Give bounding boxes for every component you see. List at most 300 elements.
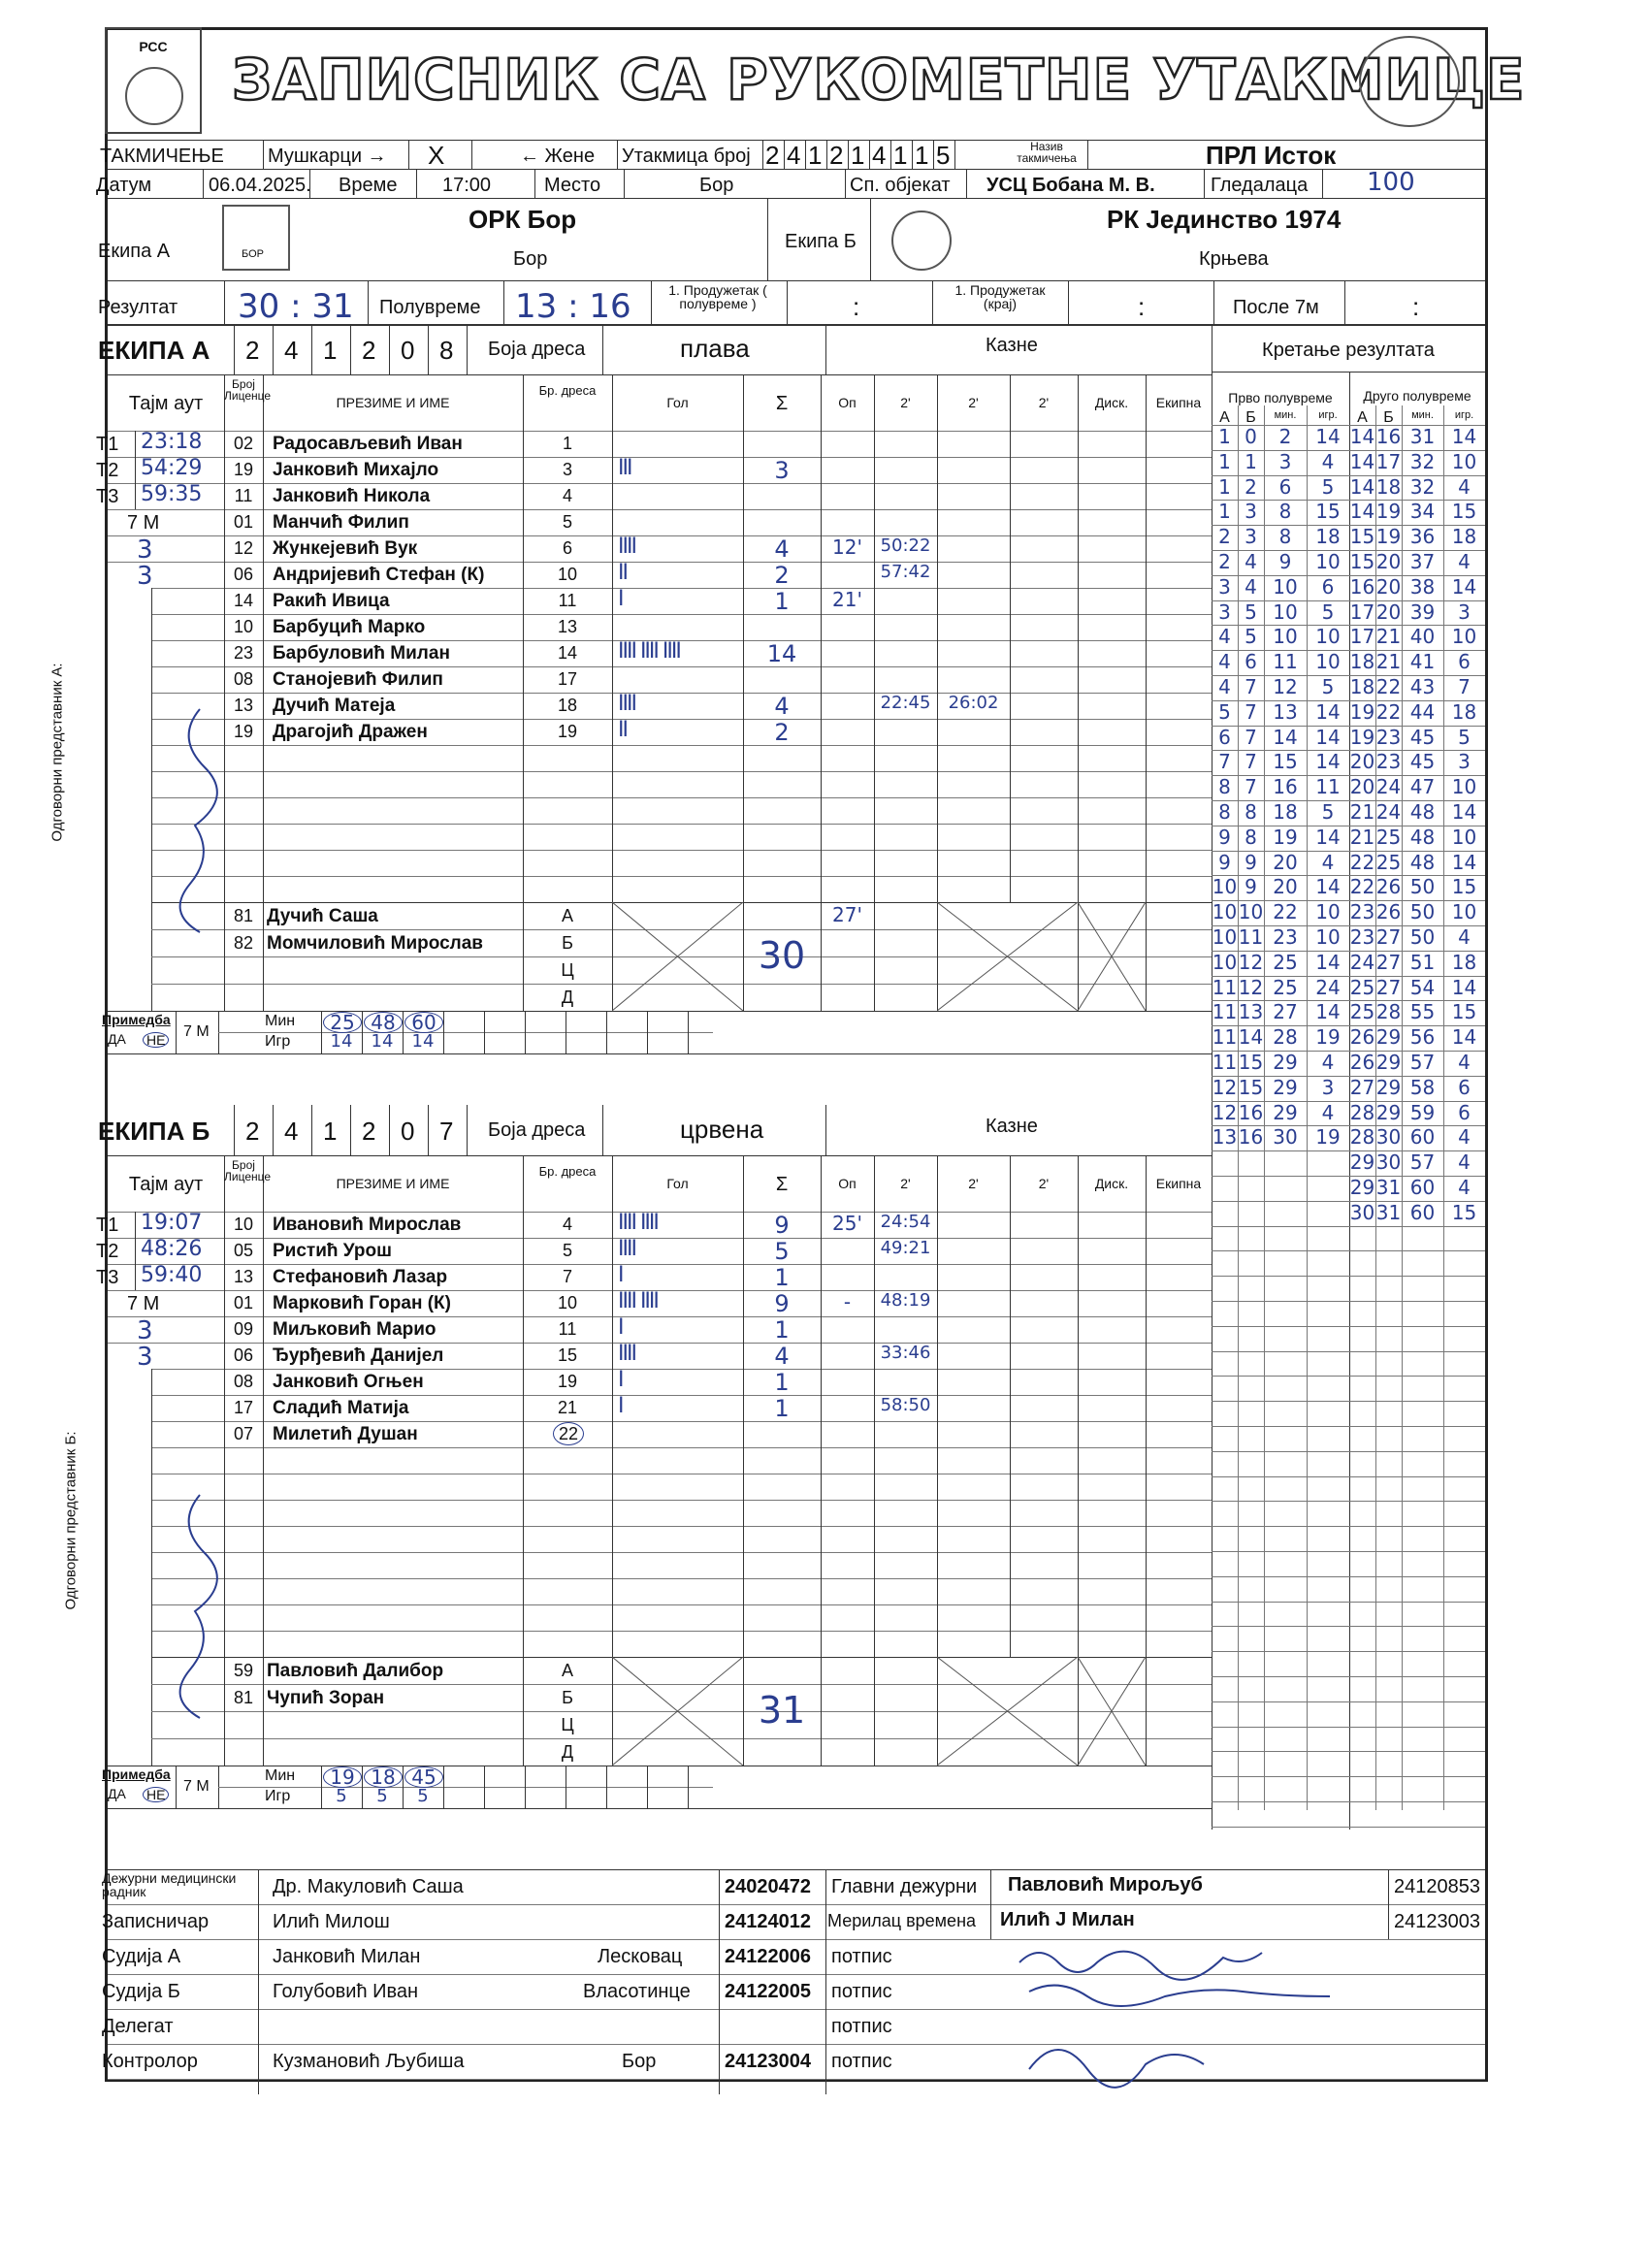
seven-m-value: 3: [137, 535, 153, 565]
progress-cell: 28: [1375, 1000, 1402, 1024]
progress-cell: 18: [1315, 525, 1341, 549]
progress-cell: 19: [1375, 525, 1402, 549]
progress-cell: 15: [1451, 1200, 1477, 1224]
col-timeout: Тајм аут: [128, 1174, 204, 1195]
m7-igr-value: 5: [417, 1786, 429, 1806]
team-b-city: Крњева: [1199, 248, 1269, 270]
progress-cell: 30: [1273, 1125, 1298, 1150]
player-license: 08: [233, 1372, 254, 1391]
official-role: А: [561, 906, 573, 925]
player-license: 01: [233, 1293, 254, 1312]
progress-cell: 21: [1375, 625, 1402, 649]
progress-cell: 14: [1451, 1025, 1477, 1050]
team-code-digit: 0: [401, 1117, 415, 1146]
team-b-name: РК Јединство 1974: [1107, 205, 1342, 234]
progress-cell: 23: [1375, 725, 1402, 749]
player-warning: 21': [832, 588, 862, 611]
player-number: 14: [557, 643, 578, 663]
match-number-digit: 4: [787, 141, 801, 170]
footer-role-label: Судија Б: [102, 1981, 180, 2002]
result-label: Резултат: [98, 297, 178, 318]
progress-cell: 14: [1238, 1025, 1264, 1050]
progress-cell: 6: [1458, 1100, 1471, 1124]
progress-cell: 16: [1375, 425, 1402, 448]
team-a-label: Екипа А: [98, 241, 171, 262]
progress-cell: 15: [1451, 500, 1477, 524]
player-name: Миљковић Марио: [273, 1319, 436, 1340]
progress-cell: 12: [1273, 675, 1298, 698]
player-goal-sum: 1: [774, 1395, 790, 1422]
col-license: Број Лиценце: [224, 1158, 272, 1183]
team-total-goals: 30: [758, 934, 806, 977]
player-license: 23: [233, 643, 254, 663]
progress-first-half: Прво полувреме: [1228, 390, 1333, 405]
jersey-color: плава: [680, 334, 750, 363]
player-name: Ивановић Мирослав: [273, 1215, 462, 1235]
progress-cell: 29: [1375, 1051, 1402, 1074]
official-role: Б: [562, 1688, 573, 1707]
progress-cell: 18: [1451, 950, 1477, 974]
seven-m-value-2: 3: [137, 562, 153, 591]
player-goal-sum: 1: [774, 588, 790, 615]
progress-cell: 16: [1238, 1100, 1264, 1124]
progress-cell: 7: [1458, 675, 1471, 698]
progress-cell: 36: [1409, 525, 1436, 549]
progress-cell: 29: [1273, 1051, 1298, 1074]
match-number-digit: 1: [915, 141, 929, 170]
seven-m-label: 7 М: [127, 512, 160, 534]
team-a-logo-text: БОР: [242, 248, 264, 260]
progress-cell: 1: [1218, 474, 1231, 499]
signature-label: потпис: [831, 2016, 892, 2037]
team-title: ЕКИПА Б: [98, 1117, 210, 1146]
progress-cell: 28: [1349, 1100, 1375, 1124]
progress-cell: 58: [1409, 1075, 1436, 1099]
yes-label: ДА: [108, 1031, 126, 1047]
progress-cell: 7: [1218, 750, 1231, 774]
progress-cell: 24: [1349, 950, 1375, 974]
player-goals: II: [618, 561, 627, 585]
player-license: 13: [233, 1267, 254, 1286]
no-label: НЕ: [143, 1787, 169, 1802]
footer-person-code: 24122005: [725, 1981, 811, 2002]
progress-cell: 20: [1349, 750, 1375, 774]
footer-role-label: Записничар: [102, 1911, 210, 1932]
official-license: 59: [233, 1661, 254, 1680]
footer-person-code: 24123004: [725, 2051, 811, 2072]
progress-cell: 3: [1458, 750, 1471, 774]
progress-cell: 14: [1273, 725, 1298, 749]
team-title: ЕКИПА А: [98, 336, 210, 365]
progress-col-header: мин.: [1411, 409, 1434, 421]
progress-cell: 6: [1245, 650, 1257, 674]
ot1-half-label: 1. Продужетак ( полувреме ): [668, 282, 767, 311]
match-number-digit: 2: [765, 141, 780, 170]
progress-cell: 10: [1315, 550, 1341, 573]
player-2min-2: 26:02: [948, 693, 999, 713]
progress-cell: 19: [1375, 500, 1402, 524]
referee-signatures: [1010, 1933, 1466, 2089]
col-2min-1: 2': [900, 1176, 911, 1191]
official-name: Павловић Далибор: [267, 1661, 444, 1681]
player-goals: I: [618, 1394, 623, 1418]
col-disq: Диск.: [1094, 395, 1129, 410]
progress-cell: 31: [1375, 1176, 1402, 1199]
progress-cell: 2: [1218, 525, 1231, 549]
progress-cell: 1: [1245, 449, 1257, 473]
crossed-cell: [612, 1657, 743, 1766]
progress-cell: 7: [1245, 725, 1257, 749]
footer-person-name: Голубовић Иван: [273, 1981, 419, 2002]
progress-cell: 7: [1245, 675, 1257, 698]
progress-cell: 10: [1315, 650, 1341, 674]
player-license: 19: [233, 460, 254, 479]
col-name: ПРЕЗИМЕ И ИМЕ: [336, 395, 450, 410]
player-name: Жункејевић Вук: [273, 538, 418, 559]
progress-cell: 3: [1218, 574, 1231, 599]
progress-cell: 14: [1315, 875, 1341, 899]
place-label: Место: [544, 175, 601, 196]
progress-cell: 23: [1349, 900, 1375, 924]
player-goals: IIII IIII IIII: [618, 639, 680, 664]
progress-cell: 4: [1218, 675, 1231, 698]
footer-role-label: Контролор: [102, 2051, 198, 2072]
progress-cell: 27: [1375, 925, 1402, 949]
progress-cell: 37: [1409, 550, 1436, 573]
player-name: Јанковић Огњен: [273, 1372, 424, 1392]
progress-col-header: игр.: [1454, 409, 1474, 421]
progress-cell: 8: [1218, 775, 1231, 799]
head-official-code: 24120853: [1394, 1876, 1480, 1897]
progress-cell: 14: [1451, 425, 1477, 448]
progress-cell: 10: [1451, 625, 1477, 649]
official-role: Б: [562, 933, 573, 953]
player-number: 11: [558, 591, 577, 610]
progress-cell: 3: [1245, 525, 1257, 549]
rss-logo-text: РСС: [139, 39, 168, 54]
progress-cell: 39: [1409, 599, 1436, 624]
progress-cell: 15: [1349, 550, 1375, 573]
progress-cell: 8: [1245, 800, 1257, 824]
venue-value: УСЦ Бобана М. В.: [986, 175, 1155, 196]
player-name: Ристић Урош: [273, 1241, 392, 1261]
m7-igr-value: 14: [411, 1031, 435, 1052]
progress-col-header: игр.: [1318, 409, 1338, 421]
progress-cell: 12: [1238, 975, 1264, 999]
official-name: Момчиловић Мирослав: [267, 933, 483, 954]
progress-cell: 10: [1238, 900, 1264, 924]
timeout-value: 23:18: [141, 430, 203, 454]
progress-cell: 27: [1273, 1000, 1298, 1024]
progress-cell: 5: [1218, 699, 1231, 724]
progress-cell: 60: [1409, 1125, 1436, 1150]
player-license: 07: [233, 1424, 254, 1443]
progress-cell: 4: [1458, 550, 1471, 573]
player-license: 06: [233, 1345, 254, 1365]
progress-cell: 4: [1218, 625, 1231, 649]
result-value: 30 : 31: [238, 287, 354, 326]
progress-cell: 7: [1245, 775, 1257, 799]
player-license: 19: [233, 722, 254, 741]
progress-cell: 20: [1375, 574, 1402, 599]
progress-cell: 4: [1218, 650, 1231, 674]
player-license: 10: [233, 617, 254, 636]
col-license: Број Лиценце: [224, 377, 272, 403]
no-label: НЕ: [143, 1032, 169, 1048]
team-code-digit: 2: [362, 1117, 376, 1146]
progress-cell: 44: [1409, 699, 1436, 724]
progress-cell: 10: [1212, 950, 1238, 974]
team-code-digit: 1: [323, 336, 338, 365]
progress-cell: 13: [1212, 1125, 1238, 1150]
player-goal-sum: 4: [774, 1343, 790, 1370]
progress-cell: 4: [1245, 574, 1257, 599]
progress-cell: 48: [1409, 800, 1436, 824]
official-warning: 27': [832, 903, 862, 926]
progress-cell: 47: [1409, 775, 1436, 799]
progress-cell: 22: [1375, 699, 1402, 724]
player-goal-sum: 9: [774, 1212, 790, 1239]
progress-cell: 5: [1245, 625, 1257, 649]
progress-cell: 8: [1278, 500, 1292, 524]
player-goal-sum: 1: [774, 1316, 790, 1344]
progress-cell: 32: [1409, 474, 1436, 499]
progress-cell: 3: [1458, 599, 1471, 624]
jersey-label: Боја дреса: [488, 339, 586, 360]
player-license: 14: [233, 591, 254, 610]
progress-cell: 14: [1451, 800, 1477, 824]
progress-cell: 18: [1451, 525, 1477, 549]
progress-cell: 41: [1409, 650, 1436, 674]
progress-cell: 25: [1349, 975, 1375, 999]
player-number: 10: [557, 565, 578, 584]
progress-cell: 5: [1321, 675, 1335, 698]
progress-cell: 31: [1409, 425, 1436, 448]
progress-cell: 20: [1273, 850, 1298, 874]
footer-city: Бор: [622, 2051, 657, 2072]
responsible-rep-label: Одговорни представник А:: [48, 663, 66, 842]
progress-cell: 24: [1375, 800, 1402, 824]
player-name: Ђурђевић Данијел: [273, 1345, 444, 1366]
progress-cell: 55: [1409, 1000, 1436, 1024]
m7-min-label: Мин: [265, 1767, 296, 1784]
match-number-label: Утакмица број: [622, 146, 751, 167]
progress-cell: 10: [1451, 825, 1477, 849]
progress-cell: 1: [1218, 425, 1231, 448]
player-license: 11: [234, 486, 253, 505]
timeout-value: 59:35: [141, 482, 203, 506]
men-label: Мушкарци →: [268, 146, 387, 167]
progress-cell: 5: [1245, 599, 1257, 624]
footer-person-code: 24124012: [725, 1911, 811, 1932]
progress-cell: 23: [1349, 925, 1375, 949]
m7-igr-value: 5: [336, 1786, 347, 1806]
player-goal-sum: 1: [774, 1369, 790, 1396]
competition-label: ТАКМИЧЕЊЕ: [100, 146, 224, 167]
player-license: 10: [233, 1215, 254, 1234]
team-b-logo: [891, 211, 952, 271]
official-name: Дучић Саша: [267, 906, 378, 926]
spectators-value: 100: [1367, 168, 1415, 197]
match-number-digit: 1: [808, 141, 823, 170]
progress-cell: 9: [1278, 550, 1292, 573]
progress-cell: 25: [1273, 950, 1298, 974]
player-2min-1: 48:19: [880, 1290, 931, 1311]
place-value: Бор: [699, 175, 734, 196]
team-total-goals: 31: [758, 1689, 806, 1732]
progress-cell: 18: [1349, 650, 1375, 674]
player-number: 17: [557, 669, 578, 689]
player-goals: I: [618, 587, 623, 611]
timeout-value: 59:40: [141, 1263, 203, 1287]
player-warning: 25': [832, 1212, 862, 1235]
progress-cell: 6: [1278, 474, 1292, 499]
competition-name-label: Назив такмичења: [1017, 140, 1077, 165]
progress-cell: 14: [1315, 725, 1341, 749]
progress-cell: 48: [1409, 850, 1436, 874]
timeout-value: 48:26: [141, 1237, 203, 1261]
player-2min-1: 24:54: [880, 1212, 931, 1232]
progress-cell: 31: [1375, 1200, 1402, 1224]
team-code-digit: 4: [284, 1117, 299, 1146]
match-number-digit: 1: [851, 141, 865, 170]
progress-cell: 48: [1409, 825, 1436, 849]
player-goals: III: [618, 456, 631, 480]
footer-person-code: 24122006: [725, 1946, 811, 1967]
progress-cell: 29: [1273, 1075, 1298, 1099]
timer-code: 24123003: [1394, 1911, 1480, 1932]
progress-cell: 19: [1315, 1125, 1341, 1150]
progress-cell: 18: [1375, 474, 1402, 499]
progress-cell: 38: [1409, 574, 1436, 599]
player-goal-sum: 9: [774, 1290, 790, 1317]
player-goal-sum: 4: [774, 693, 790, 720]
player-2min-1: 58:50: [880, 1395, 931, 1415]
progress-cell: 18: [1451, 699, 1477, 724]
progress-cell: 0: [1245, 425, 1257, 448]
crossed-cell: [937, 902, 1078, 1011]
progress-cell: 11: [1212, 1000, 1238, 1024]
progress-cell: 25: [1349, 1000, 1375, 1024]
player-number: 5: [562, 1241, 572, 1260]
progress-cell: 24: [1375, 775, 1402, 799]
m7-min-value: 60: [404, 1012, 443, 1033]
halftime-value: 13 : 16: [515, 287, 631, 326]
player-number: 1: [562, 434, 572, 453]
progress-col-header: А: [1219, 409, 1230, 426]
timeout-label: Т3: [96, 486, 119, 507]
progress-cell: 10: [1212, 900, 1238, 924]
progress-cell: 57: [1409, 1051, 1436, 1074]
men-mark: X: [428, 141, 445, 170]
m7-min-value: 45: [404, 1766, 443, 1788]
m7-igr-label: Игр: [265, 1033, 291, 1050]
player-number: 19: [557, 1372, 578, 1391]
progress-second-half: Друго полувреме: [1363, 388, 1471, 404]
progress-col-header: А: [1357, 409, 1368, 426]
progress-cell: 14: [1349, 474, 1375, 499]
progress-cell: 11: [1212, 975, 1238, 999]
player-number: 7: [562, 1267, 572, 1286]
progress-cell: 9: [1245, 850, 1257, 874]
progress-cell: 59: [1409, 1100, 1436, 1124]
m7-min-label: Мин: [265, 1013, 296, 1029]
signature-label: потпис: [831, 2051, 892, 2072]
player-name: Јанковић Михајло: [273, 460, 439, 480]
progress-cell: 18: [1273, 800, 1298, 824]
seven-m-label: 7 М: [127, 1293, 160, 1314]
date-value: 06.04.2025.: [209, 175, 311, 196]
progress-cell: 19: [1349, 699, 1375, 724]
head-official-name: Павловић Мирољуб: [1008, 1874, 1203, 1895]
official-license: 81: [233, 906, 254, 925]
timeout-value: 19:07: [141, 1211, 203, 1235]
team-b-label: Екипа Б: [785, 231, 857, 252]
progress-cell: 13: [1273, 699, 1298, 724]
progress-cell: 10: [1212, 925, 1238, 949]
progress-cell: 26: [1375, 875, 1402, 899]
player-number: 6: [562, 538, 572, 558]
progress-cell: 50: [1409, 875, 1436, 899]
col-sum: Σ: [775, 393, 789, 414]
crossed-cell: [937, 1657, 1078, 1766]
progress-cell: 21: [1375, 650, 1402, 674]
progress-cell: 25: [1375, 825, 1402, 849]
progress-cell: 10: [1315, 900, 1341, 924]
signature-label: потпис: [831, 1981, 892, 2002]
ot1-end-value: :: [1138, 292, 1146, 321]
team-code-digit: 2: [245, 336, 260, 365]
time-label: Време: [339, 175, 398, 196]
women-label: ← Жене: [520, 146, 596, 167]
player-license: 17: [233, 1398, 254, 1417]
progress-cell: 14: [1315, 425, 1341, 448]
progress-col-header: Б: [1383, 409, 1394, 426]
progress-cell: 28: [1273, 1025, 1298, 1050]
progress-cell: 56: [1409, 1025, 1436, 1050]
yes-label: ДА: [108, 1786, 126, 1801]
progress-cell: 25: [1273, 975, 1298, 999]
player-number: 19: [557, 722, 578, 741]
progress-cell: 11: [1212, 1051, 1238, 1074]
player-number: 11: [558, 1319, 577, 1339]
progress-cell: 29: [1375, 1100, 1402, 1124]
progress-cell: 14: [1315, 750, 1341, 774]
progress-cell: 19: [1273, 825, 1298, 849]
progress-cell: 26: [1349, 1051, 1375, 1074]
progress-cell: 19: [1315, 1025, 1341, 1050]
progress-cell: 32: [1409, 449, 1436, 473]
player-goals: IIII: [618, 1237, 635, 1261]
progress-cell: 3: [1245, 500, 1257, 524]
match-number-digit: 4: [872, 141, 887, 170]
m7-min-value: 18: [364, 1766, 403, 1788]
progress-cell: 29: [1375, 1025, 1402, 1050]
progress-cell: 14: [1315, 950, 1341, 974]
col-timeout: Тајм аут: [128, 393, 204, 414]
progress-cell: 4: [1458, 1051, 1471, 1074]
progress-cell: 20: [1349, 775, 1375, 799]
timer-name: Илић Ј Милан: [1000, 1909, 1135, 1930]
seven-m-value: 3: [137, 1316, 153, 1345]
signature-label: потпис: [831, 1946, 892, 1967]
progress-cell: 5: [1321, 599, 1335, 624]
competition-name: ПРЛ Исток: [1206, 141, 1337, 170]
progress-cell: 13: [1238, 1000, 1264, 1024]
m7-label: 7 М: [183, 1778, 210, 1795]
progress-cell: 16: [1273, 775, 1298, 799]
player-name: Барбуловић Милан: [273, 643, 450, 664]
